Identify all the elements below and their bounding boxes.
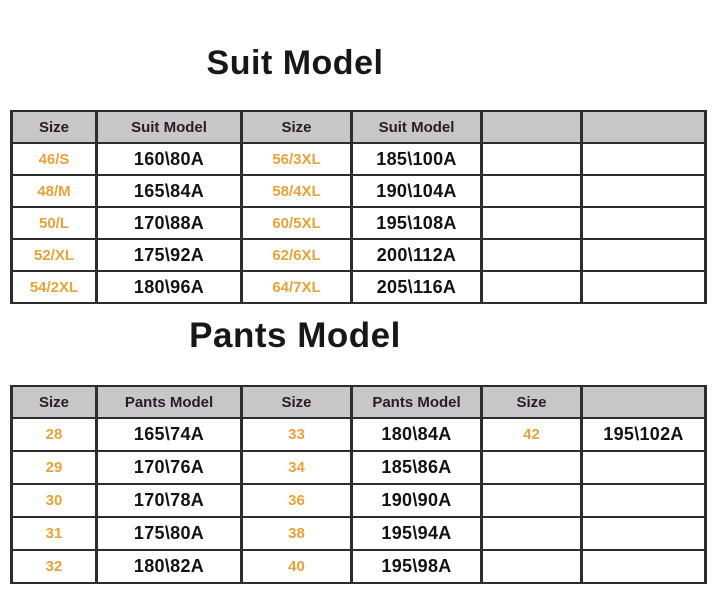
empty-cell — [482, 271, 582, 303]
header-row — [12, 111, 706, 143]
header-cell: Suit Model — [97, 111, 242, 143]
table-row — [12, 207, 706, 239]
model-value-cell: 180\84A — [352, 418, 482, 451]
suit-size-table — [10, 110, 707, 304]
empty-cell — [482, 207, 582, 239]
header-cell: Pants Model — [352, 386, 482, 418]
size-cell: 32 — [12, 550, 97, 583]
size-cell: 52/XL — [12, 239, 97, 271]
empty-cell — [582, 484, 706, 517]
header-cell: Suit Model — [352, 111, 482, 143]
size-cell: 29 — [12, 451, 97, 484]
empty-cell — [582, 207, 706, 239]
header-cell: Size — [12, 386, 97, 418]
header-cell-empty — [482, 111, 582, 143]
empty-cell — [482, 517, 582, 550]
empty-cell — [582, 175, 706, 207]
table-row — [12, 418, 706, 451]
header-cell: Size — [482, 386, 582, 418]
header-cell-empty — [582, 111, 706, 143]
size-cell: 38 — [242, 517, 352, 550]
pants-size-table — [10, 385, 707, 584]
header-cell: Size — [242, 386, 352, 418]
size-cell: 64/7XL — [242, 271, 352, 303]
empty-cell — [582, 517, 706, 550]
model-value-cell: 195\94A — [352, 517, 482, 550]
table-row — [12, 271, 706, 303]
model-value-cell: 170\78A — [97, 484, 242, 517]
model-value-cell: 200\112A — [352, 239, 482, 271]
empty-cell — [482, 451, 582, 484]
empty-cell — [582, 143, 706, 175]
empty-cell — [582, 451, 706, 484]
size-cell: 30 — [12, 484, 97, 517]
model-value-cell: 205\116A — [352, 271, 482, 303]
empty-cell — [482, 484, 582, 517]
table-row — [12, 451, 706, 484]
size-cell: 31 — [12, 517, 97, 550]
size-cell: 42 — [482, 418, 582, 451]
model-value-cell: 165\84A — [97, 175, 242, 207]
table-row — [12, 550, 706, 583]
empty-cell — [482, 143, 582, 175]
empty-cell — [582, 239, 706, 271]
model-value-cell: 190\104A — [352, 175, 482, 207]
model-value-cell: 175\92A — [97, 239, 242, 271]
header-cell: Size — [242, 111, 352, 143]
empty-cell — [482, 239, 582, 271]
size-cell: 48/M — [12, 175, 97, 207]
header-row — [12, 386, 706, 418]
table-row — [12, 143, 706, 175]
size-cell: 33 — [242, 418, 352, 451]
size-cell: 28 — [12, 418, 97, 451]
header-cell: Size — [12, 111, 97, 143]
model-value-cell: 180\82A — [97, 550, 242, 583]
pants-model-title: Pants Model — [189, 316, 401, 355]
empty-cell — [582, 550, 706, 583]
empty-cell — [582, 271, 706, 303]
size-cell: 60/5XL — [242, 207, 352, 239]
model-value-cell: 190\90A — [352, 484, 482, 517]
model-value-cell: 170\88A — [97, 207, 242, 239]
table-row — [12, 517, 706, 550]
empty-cell — [482, 175, 582, 207]
size-cell: 46/S — [12, 143, 97, 175]
size-cell: 54/2XL — [12, 271, 97, 303]
model-value-cell: 185\100A — [352, 143, 482, 175]
size-cell: 34 — [242, 451, 352, 484]
size-cell: 62/6XL — [242, 239, 352, 271]
model-value-cell: 175\80A — [97, 517, 242, 550]
size-cell: 36 — [242, 484, 352, 517]
table-row — [12, 239, 706, 271]
size-cell: 50/L — [12, 207, 97, 239]
size-cell: 56/3XL — [242, 143, 352, 175]
table-row — [12, 175, 706, 207]
suit-model-title: Suit Model — [206, 44, 384, 82]
model-value-cell: 165\74A — [97, 418, 242, 451]
model-value-cell: 195\108A — [352, 207, 482, 239]
model-value-cell: 160\80A — [97, 143, 242, 175]
table-row — [12, 484, 706, 517]
header-cell: Pants Model — [97, 386, 242, 418]
model-value-cell: 195\102A — [582, 418, 706, 451]
model-value-cell: 170\76A — [97, 451, 242, 484]
model-value-cell: 195\98A — [352, 550, 482, 583]
empty-cell — [482, 550, 582, 583]
header-cell-empty — [582, 386, 706, 418]
model-value-cell: 185\86A — [352, 451, 482, 484]
size-cell: 58/4XL — [242, 175, 352, 207]
model-value-cell: 180\96A — [97, 271, 242, 303]
size-cell: 40 — [242, 550, 352, 583]
